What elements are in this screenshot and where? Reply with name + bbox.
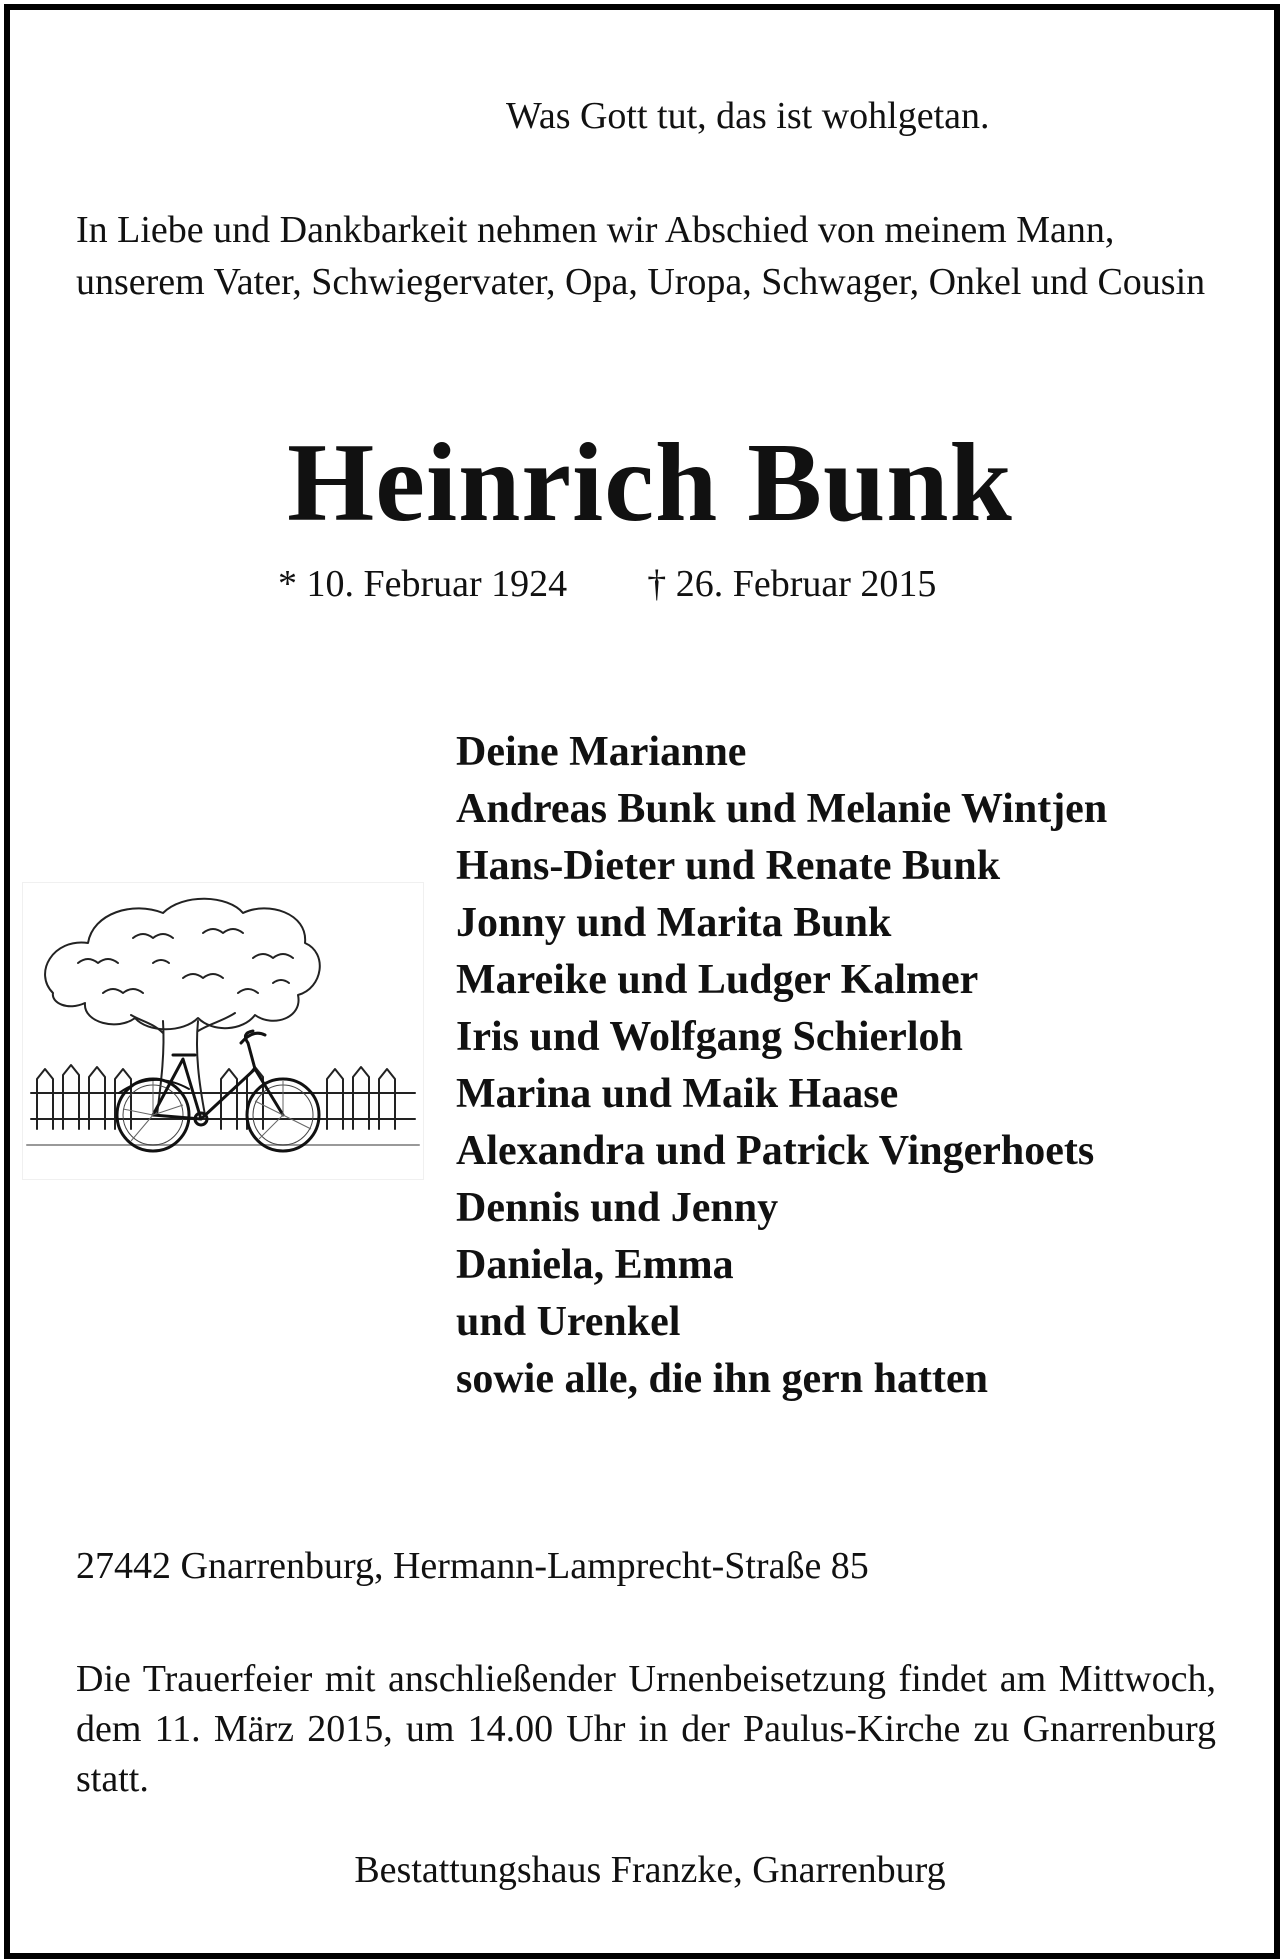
motto: Was Gott tut, das ist wohlgetan. <box>506 95 990 137</box>
mourner-entry: Alexandra und Patrick Vingerhoets <box>456 1128 1095 1174</box>
tree-bicycle-fence-icon <box>22 882 424 1180</box>
family-address: 27442 Gnarrenburg, Hermann-Lamprecht-Straße 85 <box>76 1545 869 1587</box>
death-date: † 26. Februar 2015 <box>647 563 937 605</box>
mourner-entry: sowie alle, die ihn gern hatten <box>456 1356 988 1402</box>
mourner-entry: Daniela, Emma <box>456 1242 734 1288</box>
birth-date: * 10. Februar 1924 <box>278 563 568 605</box>
mourner-list <box>456 724 1107 1408</box>
ceremony-notice: Die Trauerfeier mit anschließender Urnenbeisetzung findet am Mittwoch, dem 11. März 2015, um 14.00 Uhr in der Paulus-Kirche zu Gnarrenburg statt. <box>76 1658 1216 1800</box>
mourner-entry: und Urenkel <box>456 1299 681 1345</box>
mourner-entry: Deine Marianne <box>456 729 747 775</box>
funeral-home: Bestattungshaus Franzke, Gnarrenburg <box>354 1849 946 1891</box>
obituary-frame <box>4 4 1280 1959</box>
mourner-entry: Jonny und Marita Bunk <box>456 900 892 946</box>
deceased-name: Heinrich Bunk <box>287 421 1013 545</box>
intro-text: In Liebe und Dankbarkeit nehmen wir Abschied von meinem Mann, unserem Vater, Schwiegervater, Opa, Uropa, Schwager, Onkel und Cousin <box>76 209 1206 303</box>
mourner-entry: Dennis und Jenny <box>456 1185 779 1231</box>
mourner-entry: Mareike und Ludger Kalmer <box>456 957 979 1003</box>
mourner-entry: Hans-Dieter und Renate Bunk <box>456 843 1001 889</box>
life-dates <box>278 560 936 608</box>
mourner-entry: Marina und Maik Haase <box>456 1071 899 1117</box>
mourner-entry: Andreas Bunk und Melanie Wintjen <box>456 786 1108 832</box>
mourner-entry: Iris und Wolfgang Schierloh <box>456 1014 963 1060</box>
